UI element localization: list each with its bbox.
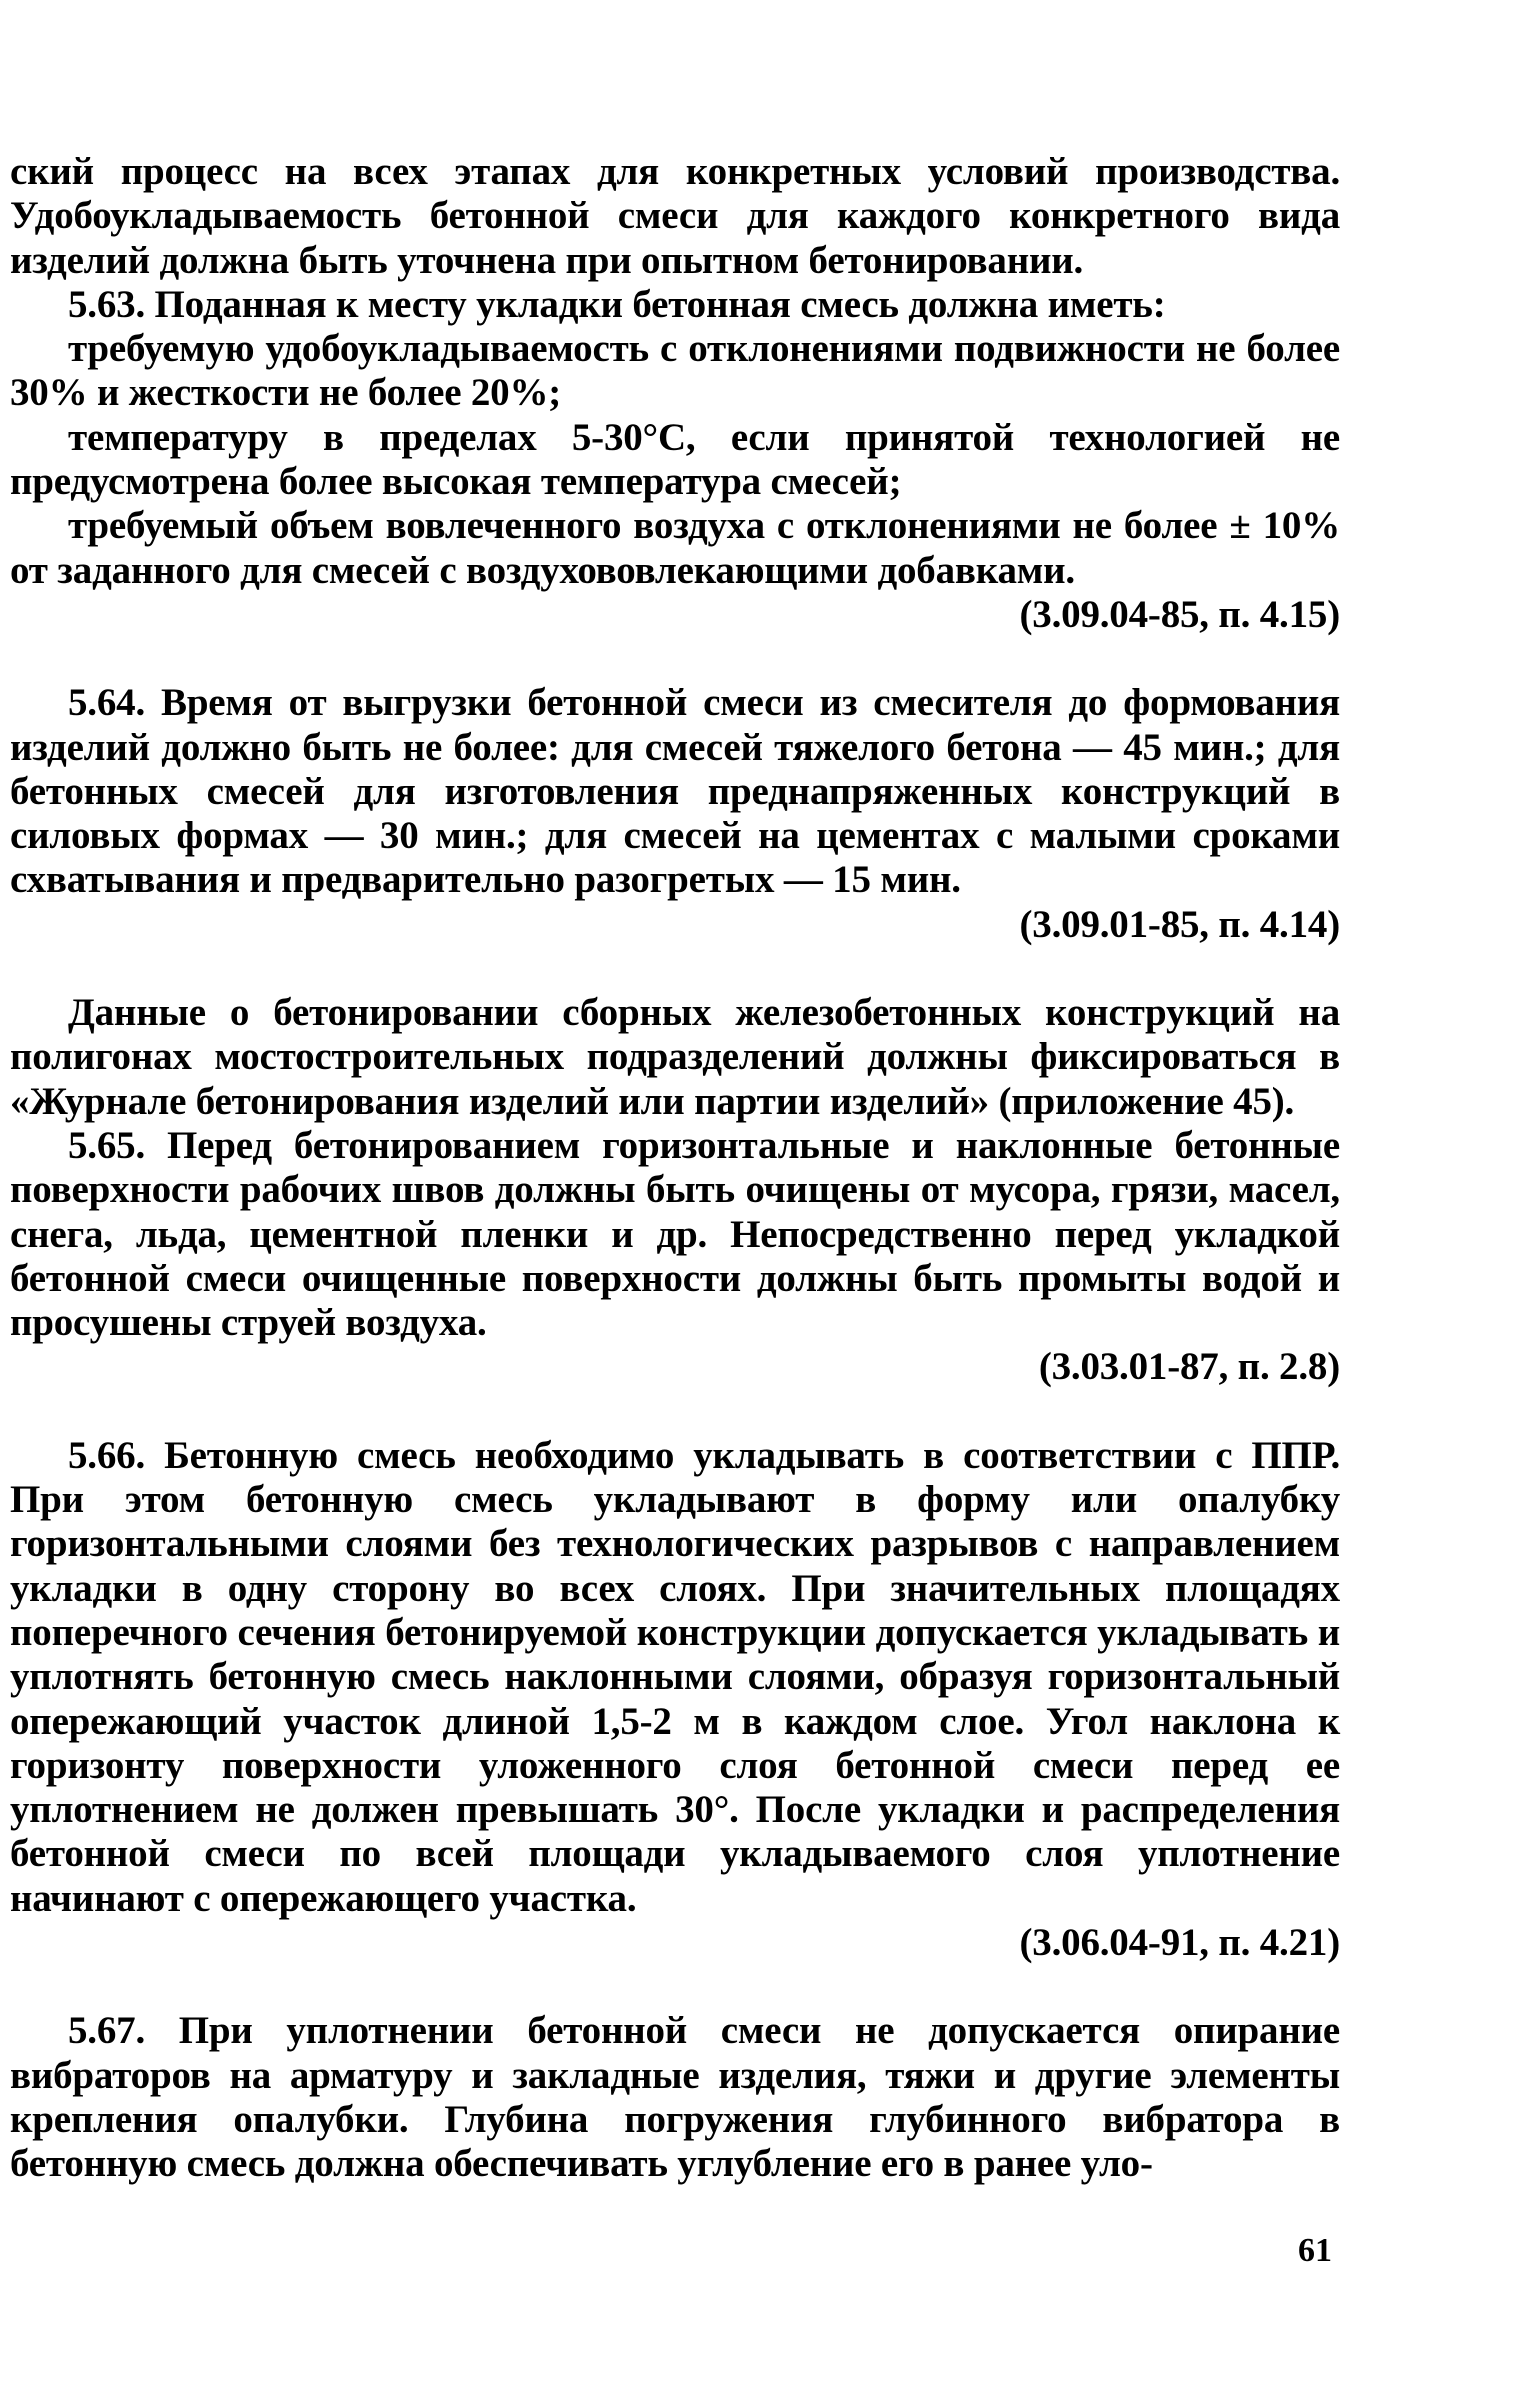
reference-5-64: (3.09.01-85, п. 4.14) bbox=[1019, 902, 1340, 946]
clause-5-63-intro: 5.63. Поданная к месту укладки бетонная смесь должна иметь: bbox=[68, 282, 1166, 326]
clause-5-64: 5.64. Время от выгрузки бетонной смеси из смесителя до формования изделий должно быть не более: для смесей тяжелого бетона — 45 мин.; для бетонных смесей для изготовления преднапряженных конструкций в силовых формах — 30 мин.; для смесей на цементах с малыми сроками схватывания и предварительно разогретых — 15 мин. bbox=[10, 681, 1340, 902]
reference-5-65: (3.03.01-87, п. 2.8) bbox=[1038, 1345, 1340, 1389]
clause-5-67: 5.67. При уплотнении бетонной смеси не допускается опирание вибраторов на арматуру и закладные изделия, тяжи и другие элементы крепления опалубки. Глубина погружения глубинного вибратора в бетонную смесь должна обеспечивать углубление его в ранее уло- bbox=[10, 2009, 1340, 2186]
paragraph-concreting-journal: Данные о бетонировании сборных железобетонных конструкций на полигонах мостостроительных подразделений должны фиксироваться в «Журнале бетонирования изделий или партии изделий» (приложение 45). bbox=[10, 991, 1340, 1123]
clause-5-63-item-workability: требуемую удобоукладываемость с отклонениями подвижности не более 30% и жесткости не более 20%; bbox=[10, 327, 1340, 415]
clause-5-63-item-temperature: температуру в пределах 5-30°С, если принятой технологией не предусмотрена более высокая температура смесей; bbox=[10, 415, 1340, 504]
spacer bbox=[10, 947, 1340, 991]
paragraph-continuation: ский процесс на всех этапах для конкретных условий производства. Удобоукладываемость бетонной смеси для каждого конкретного вида изделий должна быть уточнена при опытном бетонировании. bbox=[10, 150, 1340, 282]
spacer bbox=[10, 1965, 1340, 2009]
reference-5-66: (3.06.04-91, п. 4.21) bbox=[1019, 1920, 1340, 1964]
page-number: 61 bbox=[1298, 2232, 1332, 2269]
clause-5-65: 5.65. Перед бетонированием горизонтальные и наклонные бетонные поверхности рабочих швов должны быть очищены от мусора, грязи, масел, снега, льда, цементной пленки и др. Непосредственно перед укладкой бетонной смеси очищенные поверхности должны быть промыты водой и просушены струей воздуха. bbox=[10, 1123, 1340, 1345]
reference-5-63: (3.09.04-85, п. 4.15) bbox=[1019, 592, 1340, 636]
spacer bbox=[10, 1390, 1340, 1434]
spacer bbox=[10, 637, 1340, 681]
clause-5-63-item-air: требуемый объем вовлеченного воздуха с отклонениями не более ± 10% от заданного для смесей с воздухововлекающими добавками. bbox=[10, 504, 1340, 592]
clause-5-66: 5.66. Бетонную смесь необходимо укладывать в соответствии с ППР. При этом бетонную смесь укладывают в форму или опалубку горизонтальными слоями без технологических разрывов с направлением укладки в одну сторону во всех слоях. При значительных площадях поперечного сечения бетонируемой конструкции допускается укладывать и уплотнять бетонную смесь наклонными слоями, образуя горизонтальный опережающий участок длиной 1,5-2 м в каждом слое. Угол наклона к горизонту поверхности уложенного слоя бетонной смеси перед ее уплотнением не должен превышать 30°. После укладки и распределения бетонной смеси по всей площади укладываемого слоя уплотнение начинают с опережающего участка. bbox=[10, 1433, 1340, 1920]
document-body bbox=[10, 150, 1340, 2186]
